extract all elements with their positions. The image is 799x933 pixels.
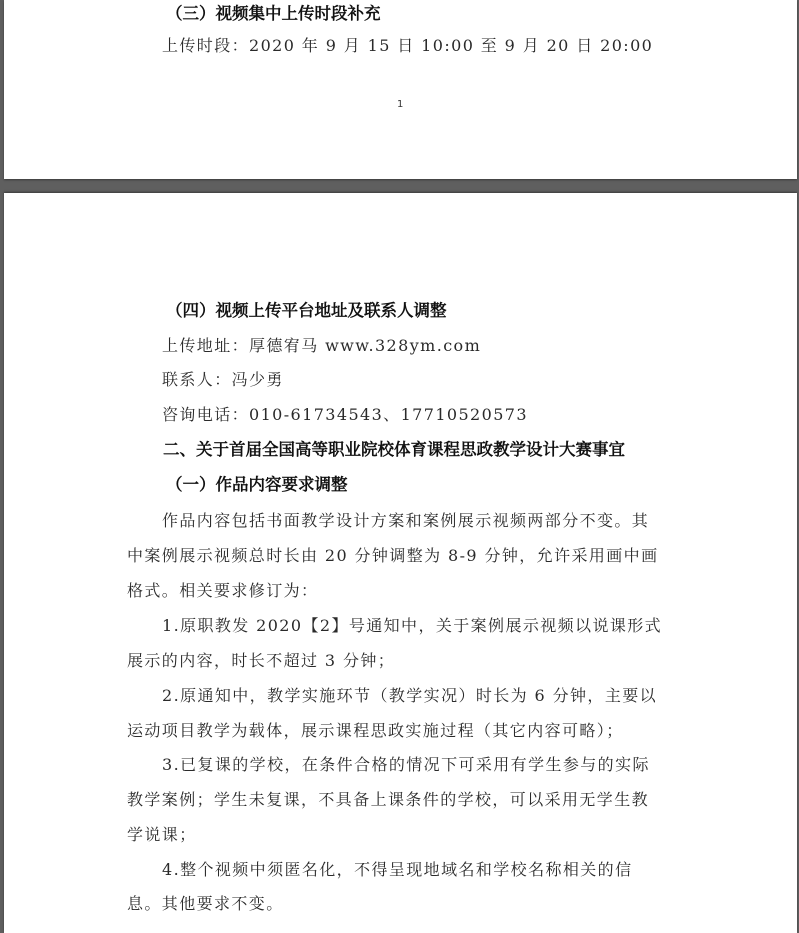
section-heading-4: （四）视频上传平台地址及联系人调整 <box>166 301 447 320</box>
list-item-3-line: 教学案例；学生未复课，不具备上课条件的学校，可以采用无学生教 <box>127 790 650 809</box>
paragraph-line: 中案例展示视频总时长由 20 分钟调整为 8-9 分钟，允许采用画中画 <box>127 546 659 565</box>
document-page-1 <box>4 0 797 179</box>
list-item-3-line: 学说课； <box>127 825 197 844</box>
page-number: 1 <box>397 99 404 110</box>
contact-text: 联系人：冯少勇 <box>162 370 284 389</box>
paragraph-line: 格式。相关要求修订为： <box>127 581 319 600</box>
list-item-2-line: 运动项目教学为载体，展示课程思政实施过程（其它内容可略）； <box>127 721 624 740</box>
list-item-1-line: 展示的内容，时长不超过 3 分钟； <box>127 651 396 670</box>
list-item-1-line: 1.原职教发 2020【2】号通知中，关于案例展示视频以说课形式 <box>162 616 663 635</box>
list-item-4-line: 4.整个视频中须匿名化，不得呈现地域名和学校名称相关的信 <box>162 860 633 879</box>
paragraph-line: 作品内容包括书面教学设计方案和案例展示视频两部分不变。其 <box>162 511 650 530</box>
section-heading-3: （三）视频集中上传时段补充 <box>166 4 381 23</box>
subsection-heading-1: （一）作品内容要求调整 <box>166 475 348 494</box>
document-page-2 <box>4 193 797 933</box>
list-item-4-line: 息。其他要求不变。 <box>127 894 284 913</box>
phone-text: 咨询电话：010-61734543、17710520573 <box>162 405 528 424</box>
list-item-3-line: 3.已复课的学校，在条件合格的情况下可采用有学生参与的实际 <box>162 755 650 774</box>
upload-address-text: 上传地址：厚德宥马 www.328ym.com <box>162 336 482 355</box>
list-item-2-line: 2.原通知中，教学实施环节（教学实况）时长为 6 分钟，主要以 <box>162 686 658 705</box>
section-heading-2: 二、关于首届全国高等职业院校体育课程思政教学设计大赛事宜 <box>163 440 625 459</box>
upload-time-text: 上传时段：2020 年 9 月 15 日 10:00 至 9 月 20 日 20:00 <box>162 36 654 55</box>
